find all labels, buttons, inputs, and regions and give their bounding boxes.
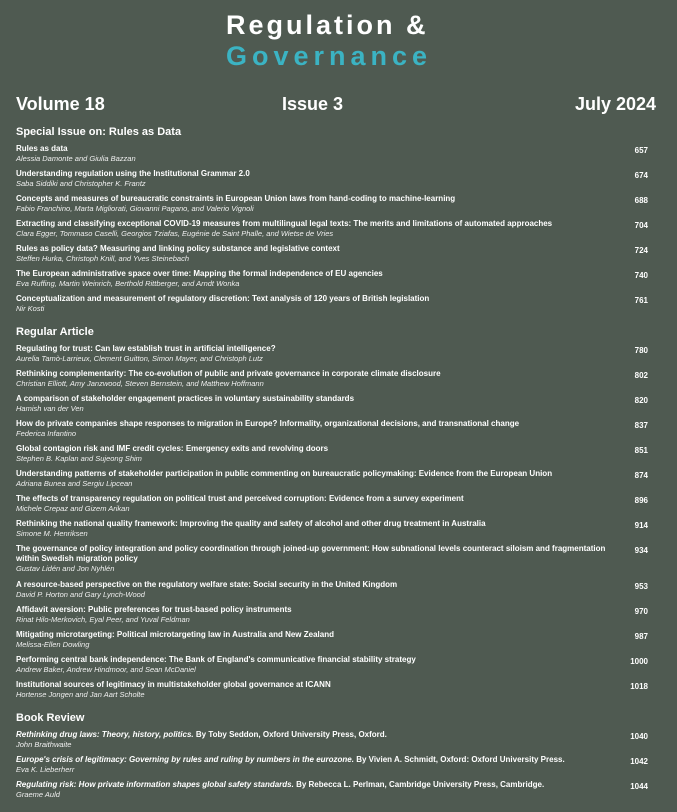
article-authors: David P. Horton and Gary Lynch-Wood	[16, 590, 145, 599]
article-authors: Rinat Hilo-Merkovich, Eyal Peer, and Yuval Feldman	[16, 615, 190, 624]
article-authors: Eva K. Lieberherr	[16, 765, 75, 774]
toc-section	[16, 712, 656, 805]
journal-title-line2: Governance	[226, 41, 433, 71]
section-heading: Book Review	[16, 712, 85, 724]
article-authors: Saba Siddiki and Christopher K. Frantz	[16, 179, 146, 188]
article-entry[interactable]	[16, 469, 656, 494]
page-number: 820	[634, 396, 648, 405]
page-number: 953	[634, 582, 648, 591]
article-entry[interactable]	[16, 730, 656, 755]
page-number: 688	[634, 196, 648, 205]
article-title[interactable]: Regulating for trust: Can law establish trust in artificial intelligence?	[16, 344, 276, 353]
page-number: 914	[634, 521, 648, 530]
book-title: Regulating risk: How private information shapes global safety standards.	[16, 780, 294, 789]
article-authors: Adriana Bunea and Sergiu Lipcean	[16, 479, 133, 488]
article-entry[interactable]	[16, 630, 656, 655]
article-authors: Eva Ruffing, Martin Weinrich, Berthold Rittberger, and Arndt Wonka	[16, 279, 240, 288]
article-entry[interactable]	[16, 780, 656, 805]
article-title[interactable]: A comparison of stakeholder engagement practices in voluntary sustainability standards	[16, 394, 355, 403]
article-entry[interactable]	[16, 444, 656, 469]
page-number: 780	[634, 346, 648, 355]
article-authors: Aurelia Tamò-Larrieux, Clement Guitton, Simon Mayer, and Christoph Lutz	[16, 354, 263, 363]
page-number: 874	[634, 471, 648, 480]
article-title[interactable]: Global contagion risk and IMF credit cycles: Emergency exits and revolving doors	[16, 444, 329, 453]
article-title[interactable]	[16, 755, 606, 765]
article-authors: Steffen Hurka, Christoph Knill, and Yves Steinebach	[16, 254, 190, 263]
page-number: 1042	[630, 757, 648, 766]
page-number: 704	[634, 221, 648, 230]
article-authors: Fabio Franchino, Marta Migliorati, Giovanni Pagano, and Valerio Vignoli	[16, 204, 254, 213]
page-number: 1044	[630, 782, 648, 791]
article-entry[interactable]	[16, 394, 656, 419]
article-entry[interactable]	[16, 344, 656, 369]
page-number: 1000	[630, 657, 648, 666]
section-heading: Regular Article	[16, 326, 94, 338]
article-authors: Nir Kosti	[16, 304, 45, 313]
article-authors: John Braithwaite	[16, 740, 72, 749]
article-title[interactable]: The effects of transparency regulation on political trust and perceived corruption: Evidence from a survey experiment	[16, 494, 464, 503]
article-entry[interactable]	[16, 655, 656, 680]
article-entry[interactable]	[16, 580, 656, 605]
article-title[interactable]: Understanding regulation using the Institutional Grammar 2.0	[16, 169, 250, 178]
page-number: 934	[634, 546, 648, 555]
book-title: Rethinking drug laws: Theory, history, politics.	[16, 730, 194, 739]
article-entry[interactable]	[16, 369, 656, 394]
article-entry[interactable]	[16, 194, 656, 219]
article-authors: Gustav Lidén and Jon Nyhlén	[16, 564, 115, 573]
page-number: 837	[634, 421, 648, 430]
book-publication-info: By Rebecca L. Perlman, Cambridge University Press, Cambridge.	[293, 780, 545, 789]
toc-section	[16, 326, 656, 705]
article-authors: Melissa-Ellen Dowling	[16, 640, 90, 649]
article-entry[interactable]	[16, 755, 656, 780]
article-title[interactable]: Rules as policy data? Measuring and linking policy substance and legislative context	[16, 244, 340, 253]
article-authors: Hamish van der Ven	[16, 404, 84, 413]
article-entry[interactable]	[16, 605, 656, 630]
article-entry[interactable]	[16, 294, 656, 319]
article-entry[interactable]	[16, 544, 656, 580]
article-authors: Alessia Damonte and Giulia Bazzan	[16, 154, 136, 163]
issue-date: July 2024	[574, 94, 656, 114]
article-title[interactable]: Concepts and measures of bureaucratic constraints in European Union laws from hand-coding to machine-learning	[16, 194, 456, 203]
article-title[interactable]: Rethinking complementarity: The co-evolution of public and private governance in corporate climate disclosure	[16, 369, 441, 378]
article-authors: Christian Elliott, Amy Janzwood, Steven Bernstein, and Matthew Hoffmann	[16, 379, 264, 388]
volume-label: Volume 18	[16, 94, 105, 114]
page-number: 761	[634, 296, 648, 305]
article-title[interactable]: Mitigating microtargeting: Political microtargeting law in Australia and New Zealand	[16, 630, 334, 639]
article-title[interactable]: Rules as data	[16, 144, 68, 153]
article-title[interactable]: Conceptualization and measurement of regulatory discretion: Text analysis of 120 years of British legislation	[16, 294, 430, 303]
article-entry[interactable]	[16, 494, 656, 519]
book-publication-info: By Vivien A. Schmidt, Oxford: Oxford University Press.	[353, 755, 565, 764]
article-title[interactable]: How do private companies shape responses to migration in Europe? Informality, organizational decisions, and transnational change	[16, 419, 520, 428]
page-number: 657	[634, 146, 648, 155]
article-title[interactable]: Understanding patterns of stakeholder participation in public commenting on bureaucratic policymaking: Evidence from the European Union	[16, 469, 553, 478]
article-entry[interactable]	[16, 519, 656, 544]
article-authors: Federica Infantino	[16, 429, 77, 438]
page-number: 896	[634, 496, 648, 505]
issue-info-bar	[16, 94, 656, 120]
article-title[interactable]: A resource-based perspective on the regulatory welfare state: Social security in the United Kingdom	[16, 580, 398, 589]
table-of-contents	[16, 126, 656, 812]
article-entry[interactable]	[16, 269, 656, 294]
article-entry[interactable]	[16, 680, 656, 705]
article-authors: Andrew Baker, Andrew Hindmoor, and Sean McDaniel	[16, 665, 196, 674]
article-title[interactable]: Performing central bank independence: The Bank of England's communicative financial stability strategy	[16, 655, 416, 664]
page-number: 724	[634, 246, 648, 255]
article-authors: Clara Egger, Tommaso Caselli, Georgios Tziafas, Eugénie de Saint Phalle, and Wietse de Vries	[16, 229, 334, 238]
article-title[interactable]: The governance of policy integration and policy coordination through joined-up government: How subnational levels counteract siloism and fragmentation within Swedish migration policy	[16, 544, 606, 563]
article-title[interactable]: The European administrative space over time: Mapping the formal independence of EU agencies	[16, 269, 383, 278]
page-number: 851	[634, 446, 648, 455]
page-number: 1018	[630, 682, 648, 691]
page-number: 987	[634, 632, 648, 641]
article-entry[interactable]	[16, 169, 656, 194]
book-publication-info: By Toby Seddon, Oxford University Press, Oxford.	[193, 730, 387, 739]
article-title[interactable]: Affidavit aversion: Public preferences for trust-based policy instruments	[16, 605, 292, 614]
article-authors: Graeme Auld	[16, 790, 60, 799]
journal-title-line1: Regulation &	[226, 10, 429, 40]
article-authors: Michele Crepaz and Gizem Arikan	[16, 504, 130, 513]
page-number: 802	[634, 371, 648, 380]
article-title[interactable]	[16, 730, 606, 740]
page-number: 970	[634, 607, 648, 616]
page-number: 674	[634, 171, 648, 180]
article-entry[interactable]	[16, 219, 656, 244]
article-entry[interactable]	[16, 419, 656, 444]
page-number: 1040	[630, 732, 648, 741]
article-entry[interactable]	[16, 144, 656, 169]
article-title[interactable]: Extracting and classifying exceptional COVID-19 measures from multilingual legal texts: The merits and limitations of automated approaches	[16, 219, 553, 228]
article-title[interactable]: Rethinking the national quality framework: Improving the quality and safety of alcohol and other drug treatment in Australia	[16, 519, 486, 528]
article-entry[interactable]	[16, 244, 656, 269]
article-authors: Simone M. Henriksen	[16, 529, 88, 538]
book-title: Europe's crisis of legitimacy: Governing by rules and ruling by numbers in the eurozone.	[16, 755, 354, 764]
article-authors: Hortense Jongen and Jan Aart Scholte	[16, 690, 145, 699]
article-title[interactable]	[16, 780, 606, 790]
issue-label: Issue 3	[282, 94, 344, 114]
article-title[interactable]: Institutional sources of legitimacy in multistakeholder global governance at ICANN	[16, 680, 331, 689]
toc-section	[16, 126, 656, 319]
section-heading: Special Issue on: Rules as Data	[16, 126, 182, 138]
page-number: 740	[634, 271, 648, 280]
article-authors: Stephen B. Kaplan and Sujeong Shim	[16, 454, 142, 463]
